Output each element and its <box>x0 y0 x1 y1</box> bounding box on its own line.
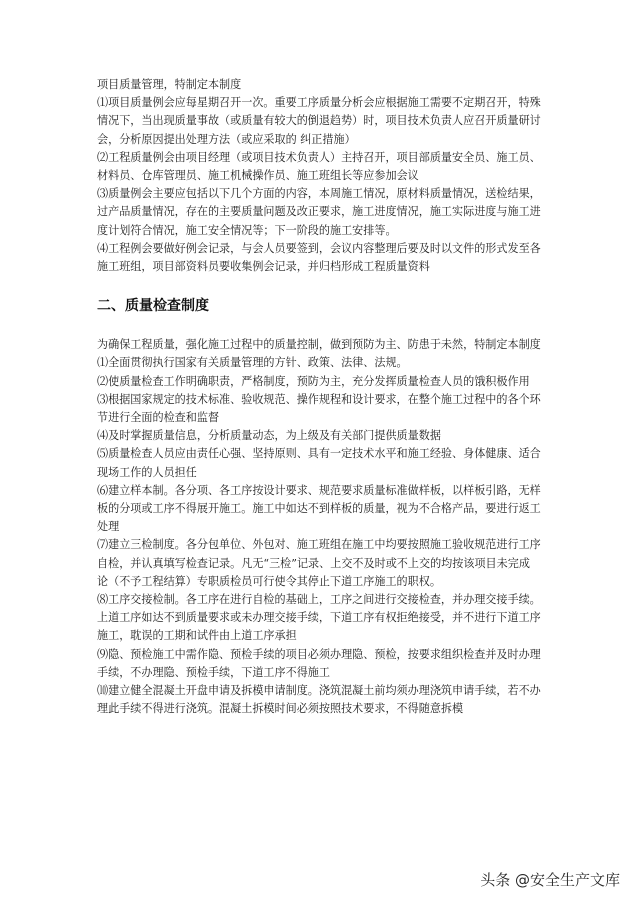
paragraph-line: 自检，并认真填写检查记录。凡无“三检”记录、上交不及时或不上交的均按该项目未完成 <box>97 556 530 570</box>
paragraph-line: ⑵工程质量例会由项目经理（或项目技术负责人）主持召开，项目部质量安全员、施工员、 <box>97 150 541 164</box>
paragraph-line: 过产品质量情况，存在的主要质量问题及改正要求，施工进度情况，施工实际进度与施工进 <box>97 205 541 219</box>
paragraph-line: ⑷工程例会要做好例会记录，与会人员要签到，会议内容整理后要及时以文件的形式发至各 <box>97 241 541 255</box>
paragraph-line: 手续，不办理隐、预检手续，下道工序不得施工 <box>97 665 330 679</box>
paragraph-line: ⑽建立健全混凝土开盘申请及拆模申请制度。浇筑混凝土前均须办理浇筑申请手续，若不办 <box>97 684 541 698</box>
watermark-label: 头条 @安全生产文库 <box>480 871 620 889</box>
paragraph-line: ⑻工序交接检制。各工序在进行自检的基础上，工序之间进行交接检查，并办理交接手续。 <box>97 593 541 607</box>
paragraph-line: 施工，耽误的工期和试件由上道工序承担 <box>97 629 297 643</box>
paragraph-line: ⑴全面贯彻执行国家有关质量管理的方针、政策、法律、法规。 <box>97 356 408 370</box>
quality-inspection-section <box>97 336 559 718</box>
paragraph-line: 现场工作的人员担任 <box>97 465 197 479</box>
paragraph-line: 施工班组，项目部资料员要收集例会记录，并归档形成工程质量资料 <box>97 260 430 274</box>
paragraph-line: 处理 <box>97 520 120 534</box>
paragraph-line: ⑴项目质量例会应每星期召开一次。重要工序质量分析会应根据施工需要不定期召开，特殊 <box>97 96 541 110</box>
section-heading: 二、质量检查制度 <box>97 298 209 315</box>
meeting-system-section <box>97 76 559 276</box>
paragraph-line: 理此手续不得进行浇筑。混凝土拆模时间必须按照技术要求，不得随意拆模 <box>97 702 464 716</box>
document-body <box>97 76 559 719</box>
paragraph-line: ⑷及时掌握质量信息，分析质量动态，为上级及有关部门提供质量数据 <box>97 429 441 443</box>
paragraph-line: 上道工序如达不到质量要求或未办理交接手续，下道工序有权拒绝接受，并不进行下道工序 <box>97 611 541 625</box>
paragraph-line: 为确保工程质量，强化施工过程中的质量控制，做到预防为主、防患于未然，特制定本制度 <box>97 338 541 352</box>
paragraph-line: 项目质量管理，特制定本制度 <box>97 78 242 91</box>
paragraph-line: 节进行全面的检查和监督 <box>97 411 220 425</box>
paragraph-line: ⑶质量例会主要应包括以下几个方面的内容，本周施工情况，原材料质量情况，送检结果， <box>97 187 541 201</box>
paragraph-line: 情况下，当出现质量事故（或质量有较大的倒退趋势）时，项目技术负责人应召开质量研讨 <box>97 114 541 128</box>
paragraph-line: 论（不予工程结算）专职质检员可行使令其停止下道工序施工的职权。 <box>97 574 441 588</box>
paragraph-line: ⑶根据国家规定的技术标准、验收规范、操作规程和设计要求，在整个施工过程中的各个环 <box>97 392 541 406</box>
paragraph-line: ⑼隐、预检施工中需作隐、预检手续的项目必须办理隐、预检，按要求组织检查并及时办理 <box>97 647 541 661</box>
paragraph-line: 材料员、仓库管理员、施工机械操作员、施工班组长等应参加会议 <box>97 169 419 183</box>
paragraph-line: ⑹建立样本制。各分项、各工序按设计要求、规范要求质量标准做样板，以样板引路，无样 <box>97 483 541 497</box>
paragraph-line: ⑵使质量检查工作明确职责，严格制度，预防为主，充分发挥质量检查人员的饿积极作用 <box>97 374 530 388</box>
paragraph-line: 会，分析原因提出处理方法（或应采取的 纠正措施） <box>97 132 356 146</box>
paragraph-line: 板的分项或工序不得展开施工。施工中如达不到样板的质量，视为不合格产品，要进行返工 <box>97 502 541 516</box>
paragraph-line: ⑺建立三检制度。各分包单位、外包对、施工班组在施工中均要按照施工验收规范进行工序 <box>97 538 541 552</box>
paragraph-line: ⑸质量检查人员应由责任心强、坚持原则、具有一定技术水平和施工经验、身体健康、适合 <box>97 447 541 461</box>
paragraph-line: 度计划符合情况，施工安全情况等；下一阶段的施工安排等。 <box>97 223 397 237</box>
